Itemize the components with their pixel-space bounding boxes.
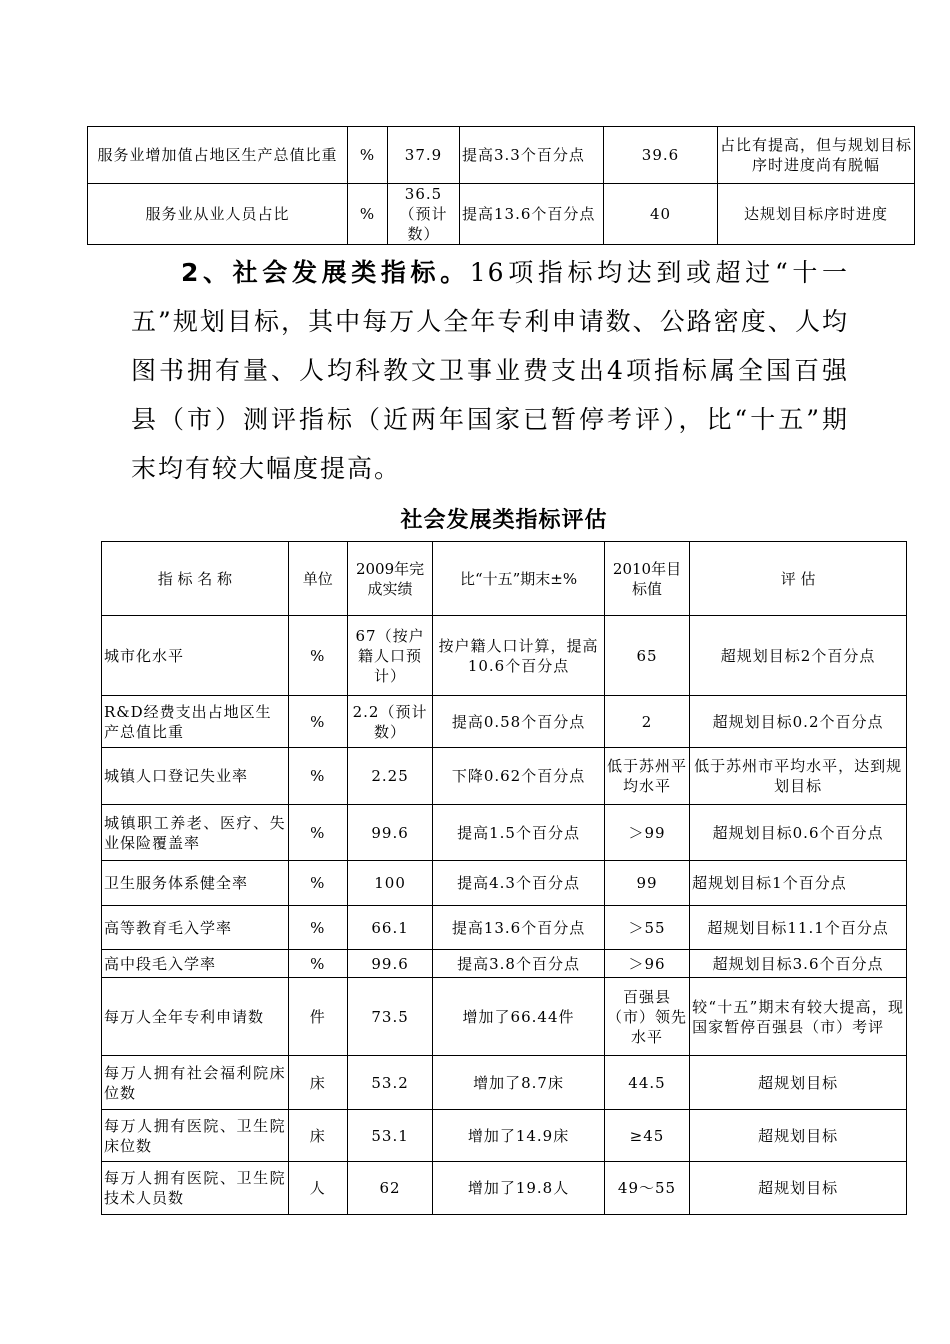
unit-cell: 件 [288, 978, 347, 1056]
table-row [102, 1110, 907, 1162]
assessment-cell: 超规划目标0.6个百分点 [690, 805, 907, 861]
target-2010-cell: 40 [604, 184, 718, 245]
actual-2009-cell: 53.2 [347, 1056, 432, 1110]
table-row [88, 184, 915, 245]
table-row [102, 805, 907, 861]
unit-cell: 人 [288, 1162, 347, 1215]
unit-cell: % [288, 616, 347, 696]
indicator-name: 每万人拥有医院、卫生院床位数 [102, 1110, 289, 1162]
unit-cell: % [288, 861, 347, 906]
assessment-cell: 超规划目标 [690, 1110, 907, 1162]
table-title: 社会发展类指标评估 [400, 508, 608, 533]
indicator-name: 城镇职工养老、医疗、失业保险覆盖率 [102, 805, 289, 861]
change-cell: 下降0.62个百分点 [433, 748, 605, 805]
unit-cell: % [288, 805, 347, 861]
table-row [102, 950, 907, 978]
header-target-2010: 2010年目标值 [604, 542, 689, 616]
change-cell: 提高1.5个百分点 [433, 805, 605, 861]
assessment-cell: 超规划目标 [690, 1056, 907, 1110]
actual-2009-cell: 99.6 [347, 950, 432, 978]
assessment-cell: 超规划目标0.2个百分点 [690, 696, 907, 748]
assessment-cell: 超规划目标11.1个百分点 [690, 906, 907, 950]
actual-2009-cell: 66.1 [347, 906, 432, 950]
unit-cell: 床 [288, 1110, 347, 1162]
actual-2009-cell: 73.5 [347, 978, 432, 1056]
indicator-name: 城市化水平 [102, 616, 289, 696]
unit-cell: % [348, 127, 388, 184]
table-row [102, 696, 907, 748]
paragraph-lead: 2、社会发展类指标。 [181, 258, 470, 287]
target-2010-cell: 49～55 [604, 1162, 689, 1215]
table-row [102, 861, 907, 906]
target-2010-cell: 44.5 [604, 1056, 689, 1110]
table-row [88, 127, 915, 184]
unit-cell: 床 [288, 1056, 347, 1110]
actual-2009-cell: 99.6 [347, 805, 432, 861]
header-actual-2009: 2009年完成实绩 [347, 542, 432, 616]
indicator-name: 服务业从业人员占比 [88, 184, 348, 245]
change-cell: 提高3.8个百分点 [433, 950, 605, 978]
indicator-name: 城镇人口登记失业率 [102, 748, 289, 805]
change-cell: 增加了66.44件 [433, 978, 605, 1056]
change-cell: 按户籍人口计算，提高10.6个百分点 [433, 616, 605, 696]
table-row [102, 978, 907, 1056]
change-cell: 增加了14.9床 [433, 1110, 605, 1162]
change-cell: 提高13.6个百分点 [433, 906, 605, 950]
change-cell: 提高0.58个百分点 [433, 696, 605, 748]
unit-cell: % [288, 748, 347, 805]
indicator-name: R&D经费支出占地区生产总值比重 [102, 696, 289, 748]
indicator-name: 高中段毛入学率 [102, 950, 289, 978]
social-indicator-table [101, 541, 907, 1215]
body-paragraph [131, 248, 849, 493]
assessment-cell: 较“十五”期末有较大提高，现国家暂停百强县（市）考评 [690, 978, 907, 1056]
assessment-cell: 超规划目标1个百分点 [690, 861, 907, 906]
target-2010-cell: 65 [604, 616, 689, 696]
header-assessment: 评 估 [690, 542, 907, 616]
target-2010-cell: ＞55 [604, 906, 689, 950]
service-indicator-table [87, 126, 915, 245]
indicator-name: 高等教育毛入学率 [102, 906, 289, 950]
unit-cell: % [288, 906, 347, 950]
assessment-cell: 超规划目标3.6个百分点 [690, 950, 907, 978]
assessment-cell: 占比有提高，但与规划目标序时进度尚有脱幅 [718, 127, 915, 184]
target-2010-cell: ＞99 [604, 805, 689, 861]
change-cell: 增加了8.7床 [433, 1056, 605, 1110]
actual-2009-cell: 62 [347, 1162, 432, 1215]
actual-2009-cell: 2.2（预计数） [347, 696, 432, 748]
indicator-name: 服务业增加值占地区生产总值比重 [88, 127, 348, 184]
assessment-cell: 低于苏州市平均水平，达到规划目标 [690, 748, 907, 805]
unit-cell: % [288, 950, 347, 978]
assessment-cell: 超规划目标2个百分点 [690, 616, 907, 696]
table-row [102, 1056, 907, 1110]
table-row [102, 616, 907, 696]
change-cell: 提高3.3个百分点 [460, 127, 604, 184]
header-unit: 单位 [288, 542, 347, 616]
actual-2009-cell: 37.9 [388, 127, 460, 184]
target-2010-cell: 39.6 [604, 127, 718, 184]
indicator-name: 卫生服务体系健全率 [102, 861, 289, 906]
table-header-row [102, 542, 907, 616]
target-2010-cell: ＞96 [604, 950, 689, 978]
actual-2009-cell: 53.1 [347, 1110, 432, 1162]
actual-2009-cell: 67（按户籍人口预计） [347, 616, 432, 696]
header-indicator-name: 指 标 名 称 [102, 542, 289, 616]
actual-2009-cell: 36.5（预计数） [388, 184, 460, 245]
indicator-name: 每万人全年专利申请数 [102, 978, 289, 1056]
unit-cell: % [348, 184, 388, 245]
assessment-cell: 超规划目标 [690, 1162, 907, 1215]
actual-2009-cell: 2.25 [347, 748, 432, 805]
change-cell: 增加了19.8人 [433, 1162, 605, 1215]
assessment-cell: 达规划目标序时进度 [718, 184, 915, 245]
unit-cell: % [288, 696, 347, 748]
target-2010-cell: 2 [604, 696, 689, 748]
indicator-name: 每万人拥有社会福利院床位数 [102, 1056, 289, 1110]
target-2010-cell: 99 [604, 861, 689, 906]
change-cell: 提高13.6个百分点 [460, 184, 604, 245]
actual-2009-cell: 100 [347, 861, 432, 906]
target-2010-cell: 百强县（市）领先水平 [604, 978, 689, 1056]
indicator-name: 每万人拥有医院、卫生院技术人员数 [102, 1162, 289, 1215]
table-row [102, 748, 907, 805]
target-2010-cell: 低于苏州平均水平 [604, 748, 689, 805]
target-2010-cell: ≥45 [604, 1110, 689, 1162]
table-row [102, 906, 907, 950]
change-cell: 提高4.3个百分点 [433, 861, 605, 906]
paragraph-body: 16项指标均达到或超过“十一五”规划目标，其中每万人全年专利申请数、公路密度、人均图书拥有量、人均科教文卫事业费支出4项指标属全国百强县（市）测评指标（近两年国家已暂停考评），比“十五”期末均有较大幅度提高。 [131, 258, 849, 483]
header-change: 比“十五”期末±% [433, 542, 605, 616]
table-row [102, 1162, 907, 1215]
